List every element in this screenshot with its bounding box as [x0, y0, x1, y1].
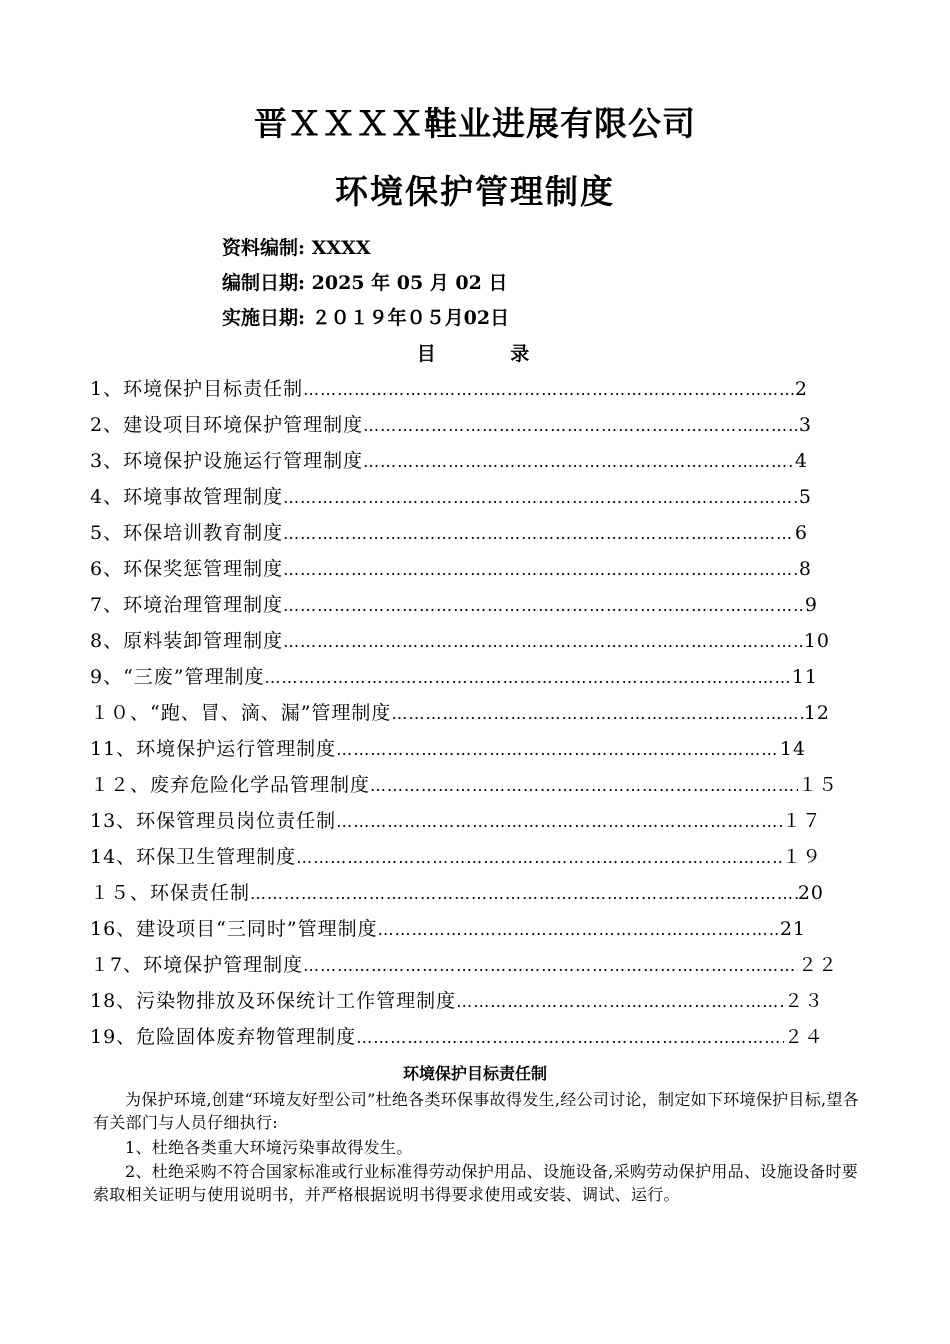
toc-item-label: １２、废弃危险化学品管理制度 — [90, 774, 371, 796]
toc-item-leader — [250, 881, 798, 907]
toc-item[interactable] — [90, 772, 838, 798]
toc-item[interactable] — [90, 808, 822, 834]
toc-item-page: 8 — [798, 558, 812, 580]
toc-item-label: 5、环保培训教育制度 — [90, 522, 284, 544]
toc-item-leader — [265, 665, 792, 691]
toc-item-page: 14 — [779, 738, 806, 760]
toc-item-leader — [283, 557, 799, 583]
section-heading: 环境保护目标责任制 — [402, 1064, 547, 1083]
toc-item-label: 6、环保奖惩管理制度 — [90, 558, 284, 580]
toc-item[interactable] — [90, 484, 812, 510]
toc-item[interactable] — [90, 916, 806, 942]
toc-item-page: 9 — [804, 594, 818, 616]
toc-item-page: 20 — [797, 882, 824, 904]
toc-item-leader — [336, 737, 780, 763]
toc-item-label: 19、危险固体废弃物管理制度 — [90, 1026, 357, 1048]
toc-item-leader — [283, 593, 805, 619]
toc-item-leader — [356, 1025, 784, 1051]
toc-item-leader — [296, 845, 782, 871]
section-paragraph: 为保护环境,创建“环境友好型公司”杜绝各类环保事故得发生,经公司讨论，制定如下环境保护目标,望各有关部门与人员仔细执行: — [93, 1090, 860, 1132]
toc-item-leader — [456, 989, 784, 1015]
toc-item-page: １５ — [797, 774, 838, 796]
toc-item[interactable] — [90, 520, 808, 546]
toc-item-label: 9、“三废”管理制度 — [90, 666, 265, 688]
compile-date-line: 编制日期: 2025 年 05 月 02 日 — [222, 272, 508, 294]
toc-item-label: 3、环境保护设施运行管理制度 — [90, 450, 364, 472]
toc-item-label: 13、环保管理员岗位责任制 — [90, 810, 337, 832]
toc-item-label: 2、建设项目环境保护管理制度 — [90, 414, 364, 436]
toc-item-label: 11、环境保护运行管理制度 — [90, 738, 337, 760]
toc-item[interactable] — [90, 700, 830, 726]
toc-item-label: 16、建设项目“三同时”管理制度 — [90, 918, 378, 940]
toc-item[interactable] — [90, 376, 808, 402]
toc-item-page: 3 — [798, 414, 812, 436]
toc-item-leader — [283, 485, 799, 511]
toc-item[interactable] — [90, 880, 824, 906]
toc-item-leader — [363, 449, 795, 475]
toc-item-page: １７ — [781, 810, 822, 832]
toc-item[interactable] — [90, 412, 812, 438]
toc-item-label: 14、环保卫生管理制度 — [90, 846, 297, 868]
implement-date-line: 实施日期: ２０１９年０５月02日 — [222, 307, 510, 329]
toc-item-leader — [336, 809, 782, 835]
section-paragraph: 2、杜绝采购不符合国家标准或行业标准得劳动保护用品、设施设备,采购劳动保护用品、设施设备时要索取相关证明与使用说明书，并严格根据说明书得要求使用或安装、调试、运行。 — [93, 1162, 859, 1204]
toc-item[interactable] — [90, 448, 808, 474]
toc-item[interactable] — [90, 556, 812, 582]
toc-item[interactable] — [90, 952, 838, 978]
toc-item-page: 21 — [779, 918, 806, 940]
toc-item-leader — [283, 629, 804, 655]
toc-item-leader — [283, 521, 795, 547]
toc-item-page: 10 — [803, 630, 830, 652]
toc-item-page: 4 — [794, 450, 808, 472]
toc-item[interactable] — [90, 592, 818, 618]
toc-item-label: １０、“跑、冒、滴、漏”管理制度 — [90, 702, 392, 724]
toc-item-page: 5 — [798, 486, 812, 508]
toc-item-page: 6 — [794, 522, 808, 544]
toc-item[interactable] — [90, 664, 818, 690]
toc-item-leader — [303, 953, 798, 979]
toc-item-label: 4、环境事故管理制度 — [90, 486, 284, 508]
toc-item-page: ２２ — [797, 954, 838, 976]
toc-item-label: １５、环保责任制 — [90, 882, 251, 904]
toc-item[interactable] — [90, 736, 806, 762]
toc-item[interactable] — [90, 628, 830, 654]
toc-item-label: 7、环境治理管理制度 — [90, 594, 284, 616]
toc-item-leader — [363, 413, 799, 439]
toc-item-label: 18、污染物排放及环保统计工作管理制度 — [90, 990, 457, 1012]
toc-item-page: 11 — [791, 666, 818, 688]
toc-item-page: 2 — [794, 378, 808, 400]
toc-item-page: ２３ — [783, 990, 824, 1012]
toc-item[interactable] — [90, 1024, 824, 1050]
toc-item-leader — [391, 701, 803, 727]
toc-item-label: 8、原料装卸管理制度 — [90, 630, 284, 652]
document-title: 环境保护管理制度 — [335, 172, 615, 211]
company-name: 晋ＸＸＸＸ鞋业进展有限公司 — [254, 104, 696, 143]
toc-item-page: 12 — [803, 702, 830, 724]
toc-item-page: １９ — [781, 846, 822, 868]
toc-item[interactable] — [90, 988, 824, 1014]
toc-item-page: ２４ — [783, 1026, 824, 1048]
toc-heading: 目 录 — [416, 343, 564, 365]
toc-item[interactable] — [90, 844, 822, 870]
compiler-line: 资料编制: XXXX — [222, 237, 371, 259]
toc-item-leader — [303, 377, 795, 403]
toc-item-label: 1、环境保护目标责任制 — [90, 378, 304, 400]
toc-item-label: １7、环境保护管理制度 — [90, 954, 304, 976]
section-paragraph: 1、杜绝各类重大环境污染事故得发生。 — [125, 1138, 413, 1157]
toc-item-leader — [370, 773, 798, 799]
toc-item-leader — [378, 917, 780, 943]
